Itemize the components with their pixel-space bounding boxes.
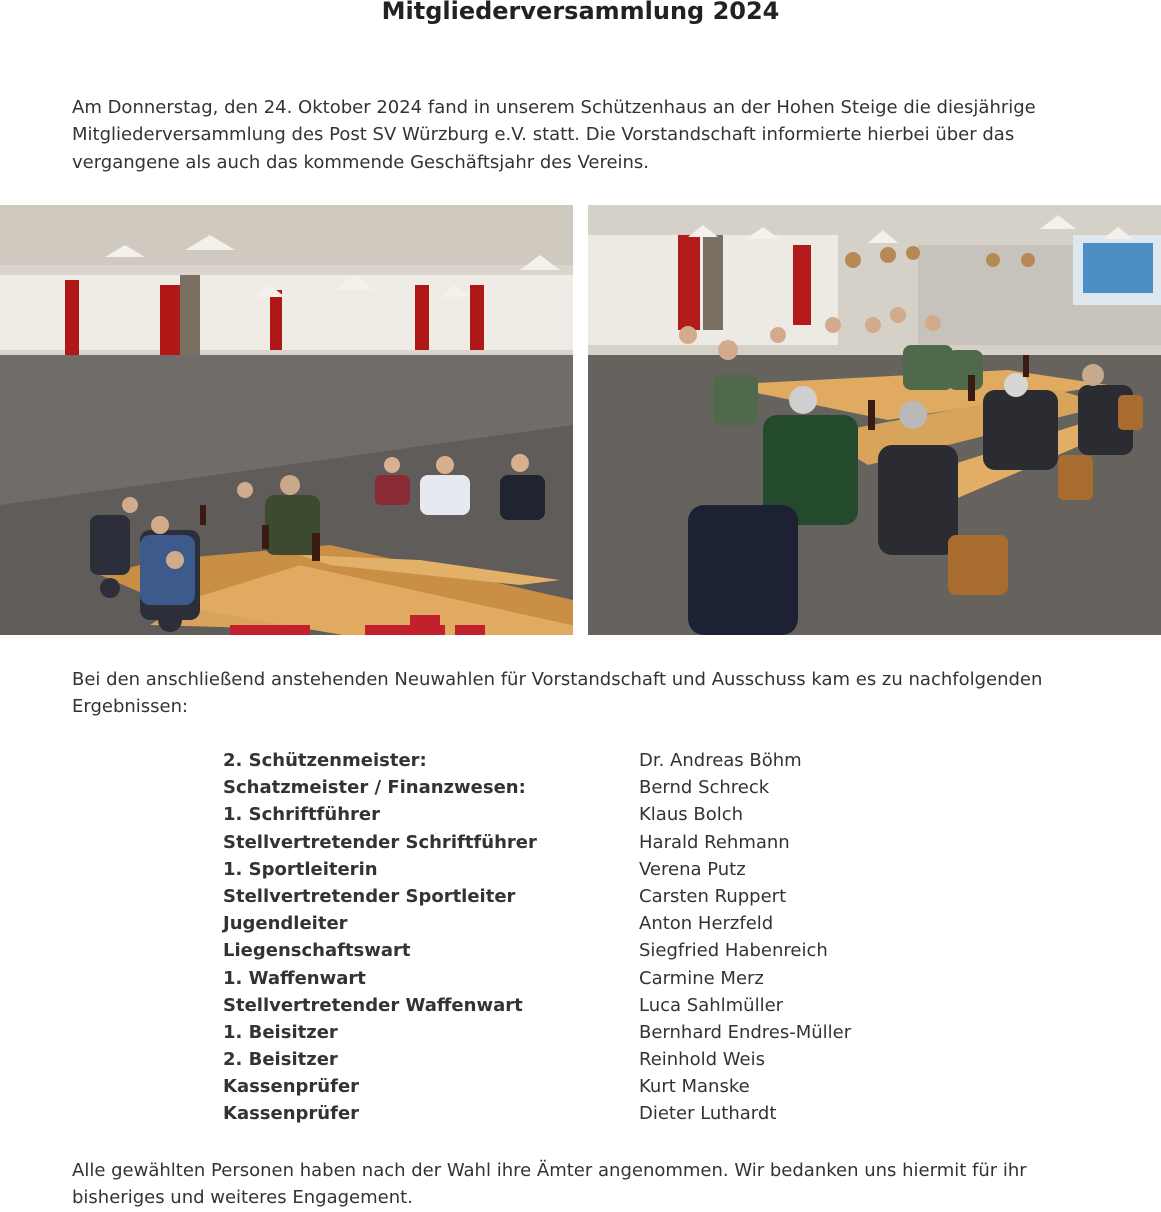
result-row — [223, 801, 923, 828]
result-name: Dr. Andreas Böhm — [639, 750, 802, 771]
result-role: 1. Sportleiterin — [223, 858, 378, 880]
result-row — [223, 992, 923, 1019]
result-role: Schatzmeister / Finanzwesen: — [223, 777, 526, 799]
result-row — [223, 1073, 923, 1100]
result-name: Verena Putz — [639, 858, 746, 880]
result-name: Klaus Bolch — [639, 804, 744, 826]
result-row — [223, 910, 923, 937]
result-role: 2. Schützenmeister: — [223, 750, 427, 771]
page-title: Mitgliederversammlung 2024 — [381, 0, 780, 25]
elections-intro-paragraph: Bei den anschließend anstehenden Neuwahlen für Vorstandschaft und Ausschuss kam es zu nachfolgenden Ergebnissen: — [72, 669, 1043, 718]
result-row — [223, 883, 923, 910]
election-results-list — [223, 747, 923, 1128]
result-row — [223, 747, 923, 774]
result-role: Kassenprüfer — [223, 1076, 360, 1098]
result-role: Jugendleiter — [223, 913, 348, 935]
result-name: Bernhard Endres-Müller — [639, 1021, 852, 1043]
result-role: Stellvertretender Sportleiter — [223, 885, 516, 907]
result-role: Liegenschaftswart — [223, 940, 411, 962]
result-row — [223, 774, 923, 801]
result-name: Siegfried Habenreich — [639, 940, 828, 962]
result-name: Dieter Luthardt — [639, 1103, 777, 1125]
result-role: 1. Beisitzer — [223, 1021, 338, 1043]
result-role: 1. Waffenwart — [223, 967, 366, 989]
result-row — [223, 965, 923, 992]
result-role: 1. Schriftführer — [223, 804, 380, 826]
result-row — [223, 1019, 923, 1046]
result-role: Stellvertretender Waffenwart — [223, 994, 523, 1016]
meeting-photo-left — [0, 205, 573, 635]
result-row — [223, 856, 923, 883]
result-name: Bernd Schreck — [639, 777, 770, 799]
result-row — [223, 829, 923, 856]
result-row — [223, 1046, 923, 1073]
outro-paragraph: Alle gewählten Personen haben nach der Wahl ihre Ämter angenommen. Wir bedanken uns hiermit für ihr bisheriges und weiteres Engagement. — [72, 1160, 1027, 1209]
result-row — [223, 937, 923, 964]
result-name: Harald Rehmann — [639, 831, 790, 853]
result-name: Carsten Ruppert — [639, 885, 787, 907]
intro-paragraph: Am Donnerstag, den 24. Oktober 2024 fand in unserem Schützenhaus an der Hohen Steige die diesjährige Mitgliederversammlung des Post SV Würzburg e.V. statt. Die Vorstandschaft informierte hierbei über das vergangene als auch das kommende Geschäftsjahr des Vereins. — [72, 97, 1036, 173]
result-name: Luca Sahlmüller — [639, 994, 784, 1016]
result-role: 2. Beisitzer — [223, 1049, 338, 1071]
result-row — [223, 1100, 923, 1127]
result-name: Carmine Merz — [639, 967, 764, 989]
meeting-photo-right — [588, 205, 1161, 635]
result-name: Reinhold Weis — [639, 1049, 765, 1071]
result-name: Kurt Manske — [639, 1076, 750, 1098]
result-role: Kassenprüfer — [223, 1103, 360, 1125]
result-role: Stellvertretender Schriftführer — [223, 831, 537, 853]
result-name: Anton Herzfeld — [639, 913, 774, 935]
